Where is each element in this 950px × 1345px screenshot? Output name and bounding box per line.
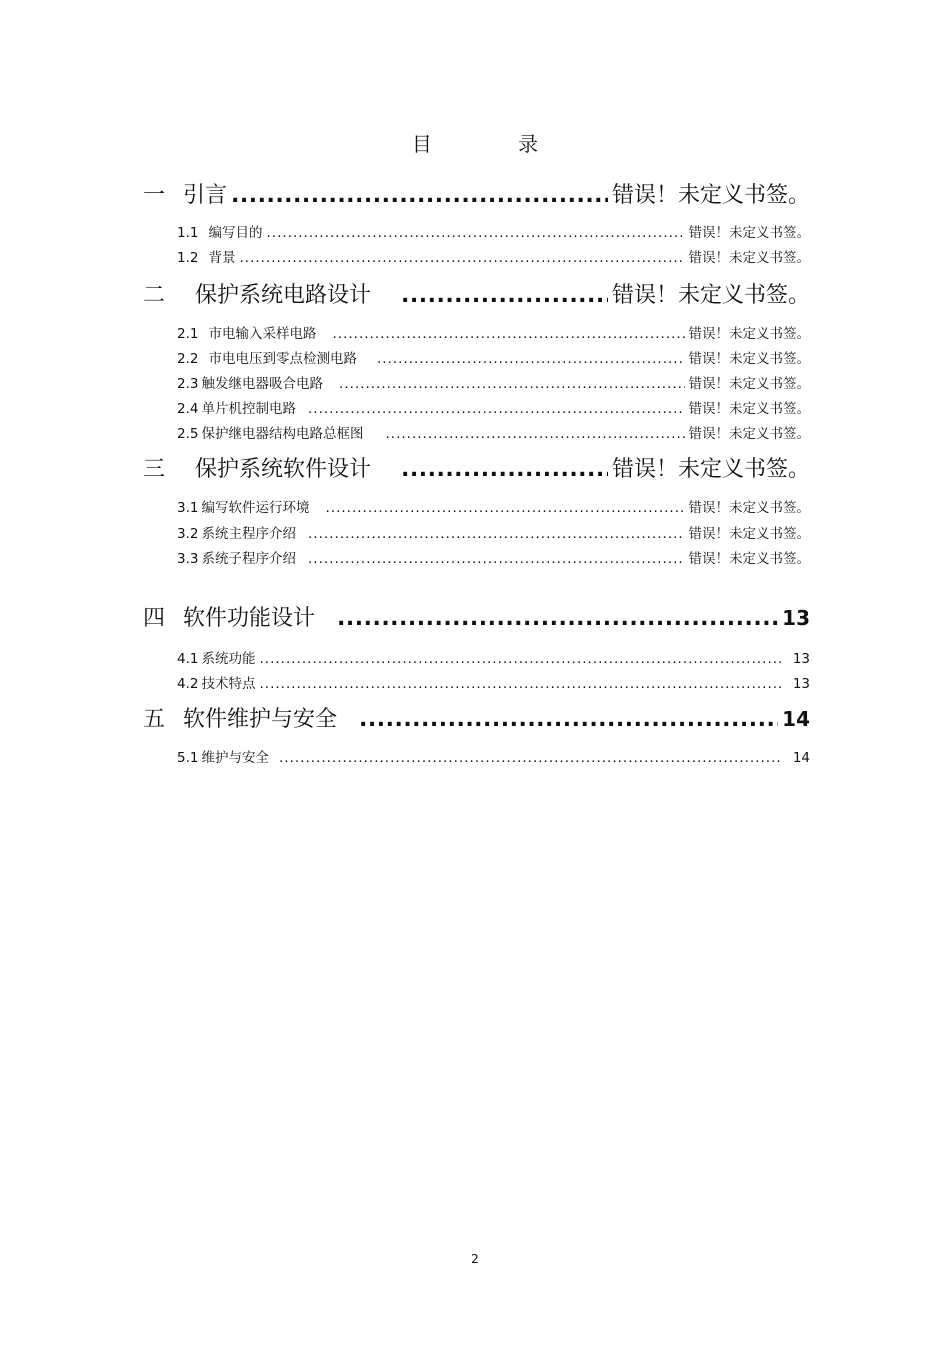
toc-leader xyxy=(401,457,608,482)
toc-entry-2-5[interactable] xyxy=(177,422,810,442)
toc-entry-page: 错误！未定义书签。 xyxy=(688,351,810,367)
toc-entry-3[interactable] xyxy=(143,452,810,483)
toc-leader xyxy=(231,183,608,208)
toc-entry-number: 3.2 xyxy=(177,526,199,542)
toc-entry-number: 三 xyxy=(143,457,166,482)
toc-entry-text: 编写目的 xyxy=(208,225,263,241)
toc-entry-page: 14 xyxy=(782,707,810,731)
toc-entry-text: 市电输入采样电路 xyxy=(208,326,317,342)
toc-entry-number: 五 xyxy=(143,707,166,732)
toc-entry-number: 4.2 xyxy=(177,676,199,692)
toc-entry-number: 四 xyxy=(143,606,166,631)
toc-entry-3-1[interactable] xyxy=(177,496,810,516)
toc-entry-page: 13 xyxy=(782,606,810,630)
toc-entry-page: 错误！未定义书签。 xyxy=(611,457,810,482)
toc-leader xyxy=(308,551,685,567)
toc-leader xyxy=(377,351,685,367)
toc-leader xyxy=(259,651,782,667)
toc-entry-page: 错误！未定义书签。 xyxy=(688,376,810,392)
toc-title: 目 录 xyxy=(411,132,579,156)
toc-entry-text: 市电电压到零点检测电路 xyxy=(208,351,357,367)
toc-leader xyxy=(337,606,778,631)
toc-entry-1-1[interactable] xyxy=(177,221,810,241)
toc-entry-2-2[interactable] xyxy=(177,347,810,367)
toc-entry-5-1[interactable] xyxy=(177,746,810,766)
toc-entry-number: 5.1 xyxy=(177,750,199,766)
toc-entry-number: 二 xyxy=(143,283,166,308)
toc-entry-number: 2.1 xyxy=(177,326,199,342)
toc-entry-3-2[interactable] xyxy=(177,522,810,542)
toc-entry-page: 错误！未定义书签。 xyxy=(688,326,810,342)
toc-entry-page: 错误！未定义书签。 xyxy=(611,283,810,308)
toc-entry-page: 错误！未定义书签。 xyxy=(611,183,810,208)
toc-entry-text: 维护与安全 xyxy=(201,750,269,766)
toc-entry-number: 3.1 xyxy=(177,500,199,516)
toc-entry-text: 背景 xyxy=(208,250,236,266)
toc-entry-4-2[interactable] xyxy=(177,672,810,692)
toc-leader xyxy=(401,283,608,308)
toc-entry-2-3[interactable] xyxy=(177,372,810,392)
toc-entry-number: 1.2 xyxy=(177,250,199,266)
toc-leader xyxy=(325,500,684,516)
page-number: 2 xyxy=(471,1252,479,1266)
toc-leader xyxy=(259,676,782,692)
toc-entry-page: 13 xyxy=(792,651,810,667)
toc-entry-number: 2.2 xyxy=(177,351,199,367)
toc-entry-page: 错误！未定义书签。 xyxy=(688,401,810,417)
toc-entry-number: 2.3 xyxy=(177,376,199,392)
toc-entry-5[interactable] xyxy=(143,702,810,733)
toc-leader xyxy=(339,376,685,392)
toc-entry-text: 系统功能 xyxy=(201,651,256,667)
toc-entry-text: 保护继电器结构电路总框图 xyxy=(201,426,364,442)
toc-entry-text: 单片机控制电路 xyxy=(201,401,296,417)
toc-entry-page: 错误！未定义书签。 xyxy=(688,526,810,542)
toc-entry-text: 保护系统软件设计 xyxy=(195,457,372,482)
toc-entry-2-1[interactable] xyxy=(177,322,810,342)
toc-entry-number: 2.5 xyxy=(177,426,199,442)
toc-entry-4-1[interactable] xyxy=(177,647,810,667)
toc-entry-text: 技术特点 xyxy=(201,676,256,692)
toc-entry-number: 4.1 xyxy=(177,651,199,667)
toc-entry-text: 软件维护与安全 xyxy=(183,707,338,732)
toc-entry-page: 错误！未定义书签。 xyxy=(688,250,810,266)
toc-entry-text: 软件功能设计 xyxy=(183,606,316,631)
toc-entry-2[interactable] xyxy=(143,278,810,309)
toc-entry-page: 14 xyxy=(792,750,810,766)
toc-entry-page: 错误！未定义书签。 xyxy=(688,500,810,516)
toc-entry-number: 一 xyxy=(143,183,166,208)
toc-entry-text: 引言 xyxy=(183,183,228,208)
toc-leader xyxy=(308,401,685,417)
toc-entry-2-4[interactable] xyxy=(177,397,810,417)
toc-entry-page: 错误！未定义书签。 xyxy=(688,551,810,567)
toc-entry-3-3[interactable] xyxy=(177,547,810,567)
toc-entry-text: 保护系统电路设计 xyxy=(195,283,372,308)
toc-leader xyxy=(332,326,684,342)
toc-entry-page: 错误！未定义书签。 xyxy=(688,225,810,241)
toc-entry-text: 系统子程序介绍 xyxy=(201,551,296,567)
toc-leader xyxy=(266,225,684,241)
toc-entry-4[interactable] xyxy=(143,601,810,632)
toc-entry-1[interactable] xyxy=(143,178,810,209)
toc-leader xyxy=(239,250,684,266)
toc-entry-page: 13 xyxy=(792,676,810,692)
toc-entry-text: 系统主程序介绍 xyxy=(201,526,296,542)
toc-entry-number: 2.4 xyxy=(177,401,199,417)
toc-entry-text: 编写软件运行环境 xyxy=(201,500,310,516)
toc-entry-text: 触发继电器吸合电路 xyxy=(201,376,323,392)
toc-entry-number: 3.3 xyxy=(177,551,199,567)
toc-leader xyxy=(279,750,783,766)
toc-entry-1-2[interactable] xyxy=(177,246,810,266)
toc-leader xyxy=(308,526,685,542)
toc-entry-page: 错误！未定义书签。 xyxy=(688,426,810,442)
toc-leader xyxy=(359,707,778,732)
toc-leader xyxy=(385,426,684,442)
toc-entry-number: 1.1 xyxy=(177,225,199,241)
